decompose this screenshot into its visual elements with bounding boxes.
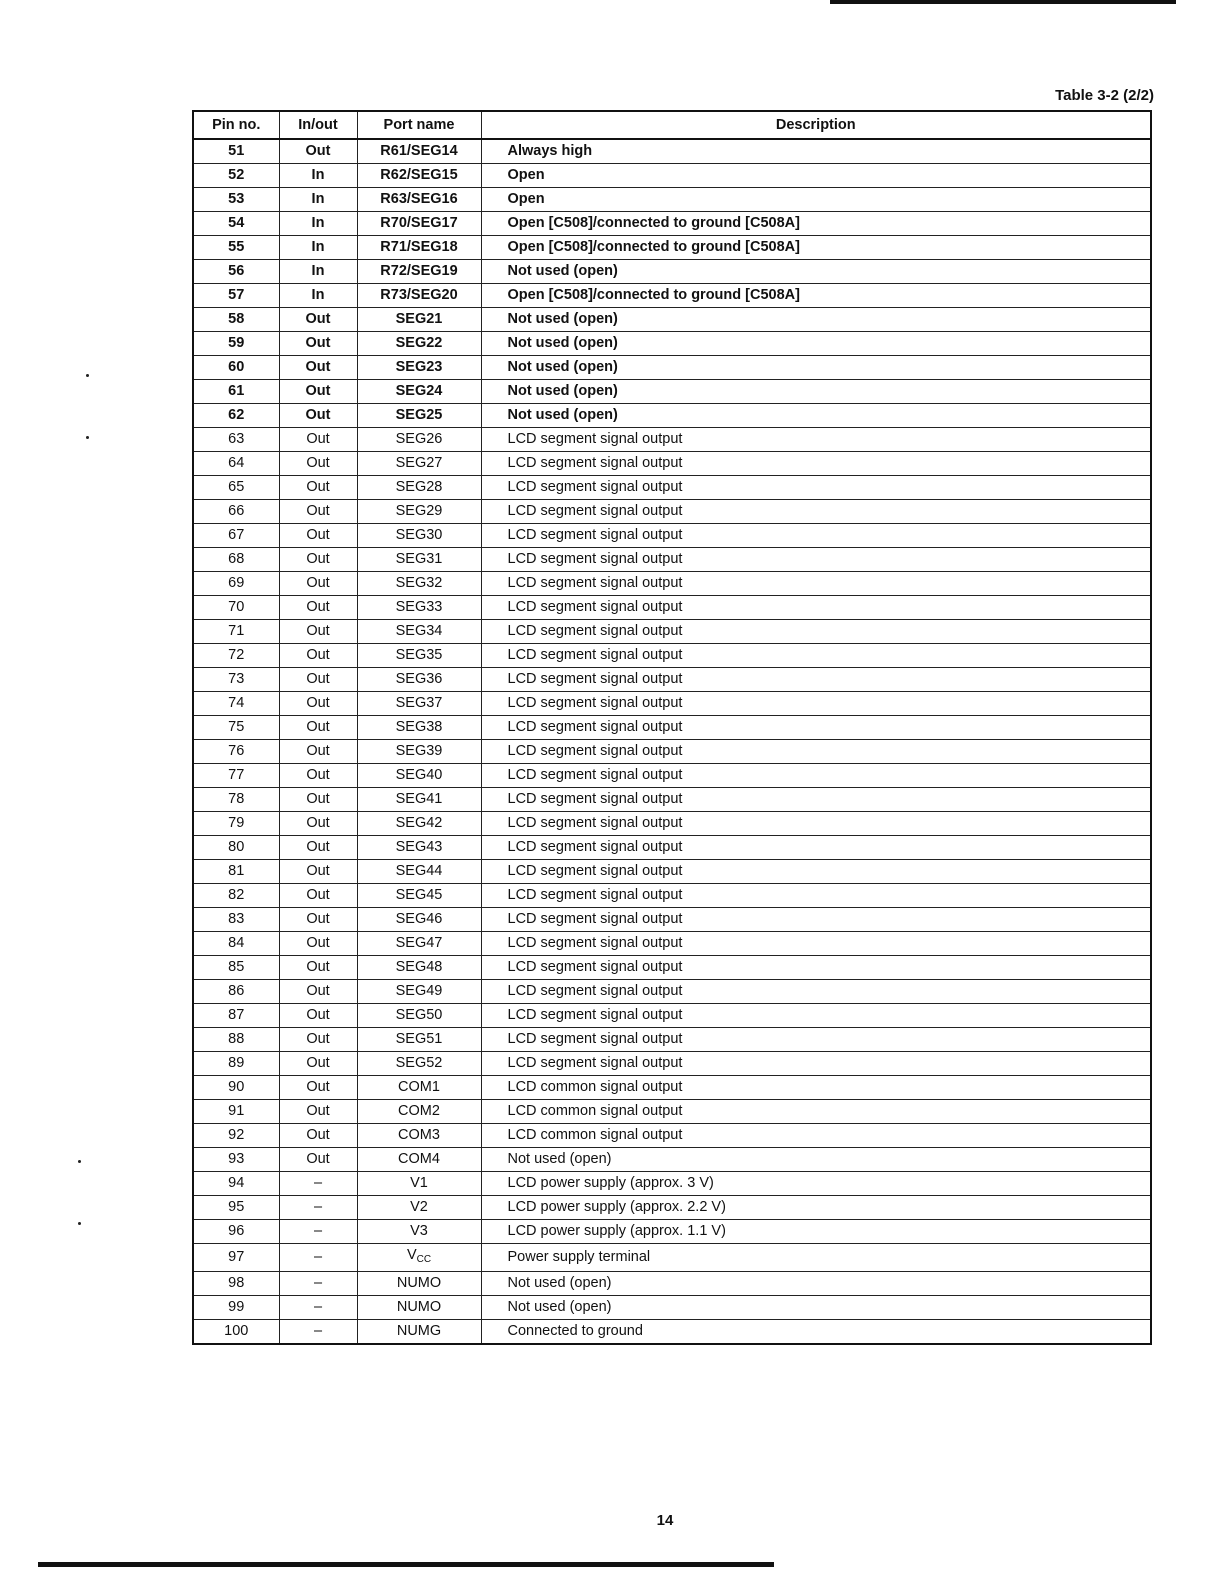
- in-out-cell: Out: [279, 644, 357, 668]
- pin-number-cell: 67: [193, 524, 279, 548]
- pin-number-cell: 57: [193, 284, 279, 308]
- port-name-cell: NUMG: [357, 1320, 481, 1345]
- in-out-cell: Out: [279, 1004, 357, 1028]
- description-cell: LCD segment signal output: [481, 692, 1151, 716]
- pin-number-cell: 93: [193, 1148, 279, 1172]
- pin-number-cell: 52: [193, 164, 279, 188]
- port-name-cell: V1: [357, 1172, 481, 1196]
- in-out-cell: Out: [279, 308, 357, 332]
- table-row: [193, 524, 1151, 548]
- in-out-cell: –: [279, 1196, 357, 1220]
- in-out-cell: Out: [279, 908, 357, 932]
- port-name-cell: SEG44: [357, 860, 481, 884]
- port-name-cell: SEG35: [357, 644, 481, 668]
- port-name-cell: SEG30: [357, 524, 481, 548]
- in-out-cell: –: [279, 1296, 357, 1320]
- description-cell: Not used (open): [481, 356, 1151, 380]
- port-name-cell: SEG32: [357, 572, 481, 596]
- description-cell: LCD segment signal output: [481, 428, 1151, 452]
- in-out-cell: Out: [279, 572, 357, 596]
- description-cell: LCD segment signal output: [481, 836, 1151, 860]
- port-name-cell: SEG41: [357, 788, 481, 812]
- pin-number-cell: 96: [193, 1220, 279, 1244]
- table-row: [193, 860, 1151, 884]
- in-out-cell: Out: [279, 836, 357, 860]
- description-cell: LCD common signal output: [481, 1100, 1151, 1124]
- table-row: [193, 1124, 1151, 1148]
- table-row: [193, 236, 1151, 260]
- port-name-cell: SEG52: [357, 1052, 481, 1076]
- in-out-cell: In: [279, 212, 357, 236]
- port-name-cell: COM3: [357, 1124, 481, 1148]
- in-out-cell: Out: [279, 620, 357, 644]
- table-row: [193, 620, 1151, 644]
- header-port-name: Port name: [357, 111, 481, 139]
- description-cell: LCD segment signal output: [481, 548, 1151, 572]
- port-name-cell: SEG39: [357, 740, 481, 764]
- table-row: [193, 908, 1151, 932]
- pin-number-cell: 77: [193, 764, 279, 788]
- pin-number-cell: 100: [193, 1320, 279, 1345]
- table-row: [193, 596, 1151, 620]
- description-cell: Not used (open): [481, 1148, 1151, 1172]
- table-row: [193, 500, 1151, 524]
- port-name-cell: R72/SEG19: [357, 260, 481, 284]
- pin-number-cell: 92: [193, 1124, 279, 1148]
- pin-number-cell: 95: [193, 1196, 279, 1220]
- header-description: Description: [481, 111, 1151, 139]
- in-out-cell: –: [279, 1272, 357, 1296]
- in-out-cell: Out: [279, 524, 357, 548]
- pin-number-cell: 88: [193, 1028, 279, 1052]
- in-out-cell: Out: [279, 428, 357, 452]
- top-rule: [830, 0, 1176, 4]
- description-cell: Open: [481, 164, 1151, 188]
- pin-number-cell: 85: [193, 956, 279, 980]
- description-cell: LCD segment signal output: [481, 884, 1151, 908]
- in-out-cell: Out: [279, 1052, 357, 1076]
- description-cell: Open: [481, 188, 1151, 212]
- port-name-cell: R62/SEG15: [357, 164, 481, 188]
- table-row: [193, 788, 1151, 812]
- port-name-cell: SEG22: [357, 332, 481, 356]
- table-row: [193, 1244, 1151, 1272]
- port-name-cell: SEG40: [357, 764, 481, 788]
- table-row: [193, 668, 1151, 692]
- port-name-cell: NUMO: [357, 1272, 481, 1296]
- pin-number-cell: 72: [193, 644, 279, 668]
- pin-number-cell: 61: [193, 380, 279, 404]
- port-name-cell: SEG37: [357, 692, 481, 716]
- in-out-cell: Out: [279, 548, 357, 572]
- in-out-cell: Out: [279, 476, 357, 500]
- in-out-cell: In: [279, 164, 357, 188]
- port-name-cell: COM2: [357, 1100, 481, 1124]
- port-name-cell: SEG47: [357, 932, 481, 956]
- port-name-cell: SEG45: [357, 884, 481, 908]
- description-cell: LCD power supply (approx. 3 V): [481, 1172, 1151, 1196]
- table-row: [193, 139, 1151, 164]
- in-out-cell: –: [279, 1244, 357, 1272]
- in-out-cell: Out: [279, 956, 357, 980]
- in-out-cell: Out: [279, 596, 357, 620]
- pin-number-cell: 90: [193, 1076, 279, 1100]
- bottom-rule: [38, 1562, 774, 1567]
- in-out-cell: Out: [279, 980, 357, 1004]
- pin-number-cell: 74: [193, 692, 279, 716]
- description-cell: LCD segment signal output: [481, 1028, 1151, 1052]
- pin-number-cell: 59: [193, 332, 279, 356]
- in-out-cell: In: [279, 260, 357, 284]
- table-row: [193, 308, 1151, 332]
- description-cell: LCD segment signal output: [481, 500, 1151, 524]
- description-cell: LCD segment signal output: [481, 764, 1151, 788]
- table-row: [193, 428, 1151, 452]
- description-cell: LCD power supply (approx. 2.2 V): [481, 1196, 1151, 1220]
- port-name-cell: SEG50: [357, 1004, 481, 1028]
- table-row: [193, 188, 1151, 212]
- header-in-out: In/out: [279, 111, 357, 139]
- description-cell: Not used (open): [481, 332, 1151, 356]
- pin-number-cell: 68: [193, 548, 279, 572]
- table-row: [193, 932, 1151, 956]
- description-cell: Not used (open): [481, 1296, 1151, 1320]
- port-name-cell: NUMO: [357, 1296, 481, 1320]
- port-name-cell: SEG21: [357, 308, 481, 332]
- table-row: [193, 692, 1151, 716]
- pin-number-cell: 73: [193, 668, 279, 692]
- in-out-cell: Out: [279, 764, 357, 788]
- description-cell: Not used (open): [481, 404, 1151, 428]
- pin-number-cell: 97: [193, 1244, 279, 1272]
- description-cell: LCD segment signal output: [481, 788, 1151, 812]
- port-name-cell: R61/SEG14: [357, 139, 481, 164]
- pin-number-cell: 62: [193, 404, 279, 428]
- in-out-cell: Out: [279, 356, 357, 380]
- description-cell: LCD segment signal output: [481, 932, 1151, 956]
- pin-number-cell: 91: [193, 1100, 279, 1124]
- description-cell: Not used (open): [481, 380, 1151, 404]
- description-cell: LCD segment signal output: [481, 452, 1151, 476]
- in-out-cell: In: [279, 188, 357, 212]
- in-out-cell: Out: [279, 1076, 357, 1100]
- pin-number-cell: 54: [193, 212, 279, 236]
- pin-number-cell: 64: [193, 452, 279, 476]
- port-name-cell: SEG29: [357, 500, 481, 524]
- in-out-cell: –: [279, 1172, 357, 1196]
- pin-number-cell: 86: [193, 980, 279, 1004]
- table-row: [193, 884, 1151, 908]
- pin-number-cell: 81: [193, 860, 279, 884]
- port-name-cell: V3: [357, 1220, 481, 1244]
- header-row: [193, 111, 1151, 139]
- table-row: [193, 572, 1151, 596]
- description-cell: LCD segment signal output: [481, 1004, 1151, 1028]
- table-row: [193, 404, 1151, 428]
- description-cell: Connected to ground: [481, 1320, 1151, 1345]
- table-row: [193, 284, 1151, 308]
- pin-number-cell: 99: [193, 1296, 279, 1320]
- pin-number-cell: 89: [193, 1052, 279, 1076]
- table-row: [193, 260, 1151, 284]
- port-name-cell: SEG31: [357, 548, 481, 572]
- in-out-cell: Out: [279, 332, 357, 356]
- port-name-cell: SEG49: [357, 980, 481, 1004]
- table-body: [193, 139, 1151, 1344]
- description-cell: LCD common signal output: [481, 1076, 1151, 1100]
- description-cell: LCD segment signal output: [481, 716, 1151, 740]
- port-name-cell: R73/SEG20: [357, 284, 481, 308]
- in-out-cell: Out: [279, 1148, 357, 1172]
- table-row: [193, 980, 1151, 1004]
- table-row: [193, 1172, 1151, 1196]
- table-row: [193, 164, 1151, 188]
- description-cell: Power supply terminal: [481, 1244, 1151, 1272]
- table-row: [193, 812, 1151, 836]
- in-out-cell: In: [279, 236, 357, 260]
- port-name-cell: COM1: [357, 1076, 481, 1100]
- description-cell: LCD segment signal output: [481, 860, 1151, 884]
- port-name-cell: R71/SEG18: [357, 236, 481, 260]
- in-out-cell: Out: [279, 740, 357, 764]
- in-out-cell: Out: [279, 500, 357, 524]
- pin-number-cell: 56: [193, 260, 279, 284]
- pin-number-cell: 53: [193, 188, 279, 212]
- pin-number-cell: 84: [193, 932, 279, 956]
- pin-number-cell: 70: [193, 596, 279, 620]
- table-row: [193, 836, 1151, 860]
- port-name-cell: R70/SEG17: [357, 212, 481, 236]
- in-out-cell: Out: [279, 932, 357, 956]
- pin-number-cell: 78: [193, 788, 279, 812]
- scan-speck: [86, 436, 89, 439]
- pin-number-cell: 58: [193, 308, 279, 332]
- in-out-cell: Out: [279, 788, 357, 812]
- description-cell: Always high: [481, 139, 1151, 164]
- port-name-cell: SEG33: [357, 596, 481, 620]
- description-cell: Open [C508]/connected to ground [C508A]: [481, 236, 1151, 260]
- pin-number-cell: 55: [193, 236, 279, 260]
- port-name-cell: SEG51: [357, 1028, 481, 1052]
- table-row: [193, 212, 1151, 236]
- port-name-cell: SEG28: [357, 476, 481, 500]
- description-cell: Not used (open): [481, 308, 1151, 332]
- description-cell: LCD segment signal output: [481, 668, 1151, 692]
- scan-speck: [78, 1160, 81, 1163]
- port-name-cell: SEG48: [357, 956, 481, 980]
- description-cell: LCD segment signal output: [481, 620, 1151, 644]
- description-cell: LCD segment signal output: [481, 1052, 1151, 1076]
- table-row: [193, 380, 1151, 404]
- description-cell: LCD segment signal output: [481, 572, 1151, 596]
- pin-number-cell: 83: [193, 908, 279, 932]
- pin-number-cell: 82: [193, 884, 279, 908]
- description-cell: LCD segment signal output: [481, 740, 1151, 764]
- port-name-cell: SEG24: [357, 380, 481, 404]
- port-name-cell: SEG25: [357, 404, 481, 428]
- table-row: [193, 332, 1151, 356]
- pin-number-cell: 94: [193, 1172, 279, 1196]
- description-cell: LCD segment signal output: [481, 644, 1151, 668]
- in-out-cell: Out: [279, 884, 357, 908]
- table-header: [193, 111, 1151, 139]
- port-name-cell: SEG27: [357, 452, 481, 476]
- table-row: [193, 1220, 1151, 1244]
- port-name-cell: SEG43: [357, 836, 481, 860]
- description-cell: LCD common signal output: [481, 1124, 1151, 1148]
- in-out-cell: Out: [279, 404, 357, 428]
- in-out-cell: Out: [279, 812, 357, 836]
- description-cell: Open [C508]/connected to ground [C508A]: [481, 284, 1151, 308]
- pin-number-cell: 65: [193, 476, 279, 500]
- description-cell: LCD segment signal output: [481, 476, 1151, 500]
- table-row: [193, 644, 1151, 668]
- description-cell: Not used (open): [481, 1272, 1151, 1296]
- description-cell: LCD power supply (approx. 1.1 V): [481, 1220, 1151, 1244]
- description-cell: LCD segment signal output: [481, 908, 1151, 932]
- pin-table: [192, 110, 1152, 1345]
- table-row: [193, 1148, 1151, 1172]
- in-out-cell: Out: [279, 716, 357, 740]
- table-row: [193, 1196, 1151, 1220]
- pin-number-cell: 69: [193, 572, 279, 596]
- pin-number-cell: 51: [193, 139, 279, 164]
- in-out-cell: Out: [279, 668, 357, 692]
- port-name-cell: SEG36: [357, 668, 481, 692]
- table-row: [193, 476, 1151, 500]
- port-name-cell: SEG38: [357, 716, 481, 740]
- in-out-cell: Out: [279, 1028, 357, 1052]
- port-name-cell: SEG42: [357, 812, 481, 836]
- table-row: [193, 1296, 1151, 1320]
- port-name-cell: SEG23: [357, 356, 481, 380]
- pin-number-cell: 66: [193, 500, 279, 524]
- port-name-cell: COM4: [357, 1148, 481, 1172]
- table-row: [193, 716, 1151, 740]
- pin-number-cell: 79: [193, 812, 279, 836]
- description-cell: LCD segment signal output: [481, 524, 1151, 548]
- port-name-cell: R63/SEG16: [357, 188, 481, 212]
- port-name-cell: SEG46: [357, 908, 481, 932]
- table-row: [193, 1076, 1151, 1100]
- port-name-cell: SEG26: [357, 428, 481, 452]
- page-number: 14: [656, 1512, 674, 1529]
- port-name-cell: SEG34: [357, 620, 481, 644]
- table-row: [193, 1100, 1151, 1124]
- table-row: [193, 1052, 1151, 1076]
- in-out-cell: –: [279, 1320, 357, 1345]
- table-caption: Table 3-2 (2/2): [1055, 87, 1154, 104]
- table-row: [193, 1272, 1151, 1296]
- description-cell: LCD segment signal output: [481, 956, 1151, 980]
- pin-number-cell: 63: [193, 428, 279, 452]
- table-row: [193, 356, 1151, 380]
- table-row: [193, 764, 1151, 788]
- table-row: [193, 1028, 1151, 1052]
- pin-number-cell: 60: [193, 356, 279, 380]
- in-out-cell: –: [279, 1220, 357, 1244]
- description-cell: LCD segment signal output: [481, 596, 1151, 620]
- description-cell: LCD segment signal output: [481, 812, 1151, 836]
- description-cell: LCD segment signal output: [481, 980, 1151, 1004]
- in-out-cell: Out: [279, 692, 357, 716]
- in-out-cell: Out: [279, 380, 357, 404]
- header-pin-no: Pin no.: [193, 111, 279, 139]
- port-name-cell: $V_{CC}$: [357, 1244, 481, 1272]
- pin-number-cell: 76: [193, 740, 279, 764]
- scan-speck: [86, 374, 89, 377]
- in-out-cell: Out: [279, 1100, 357, 1124]
- in-out-cell: In: [279, 284, 357, 308]
- in-out-cell: Out: [279, 452, 357, 476]
- scan-speck: [78, 1222, 81, 1225]
- table-row: [193, 1320, 1151, 1345]
- in-out-cell: Out: [279, 139, 357, 164]
- pin-number-cell: 71: [193, 620, 279, 644]
- pin-number-cell: 75: [193, 716, 279, 740]
- in-out-cell: Out: [279, 1124, 357, 1148]
- pin-number-cell: 98: [193, 1272, 279, 1296]
- in-out-cell: Out: [279, 860, 357, 884]
- pin-number-cell: 80: [193, 836, 279, 860]
- pin-number-cell: 87: [193, 1004, 279, 1028]
- description-cell: Open [C508]/connected to ground [C508A]: [481, 212, 1151, 236]
- description-cell: Not used (open): [481, 260, 1151, 284]
- table-row: [193, 1004, 1151, 1028]
- table-row: [193, 956, 1151, 980]
- table-row: [193, 452, 1151, 476]
- table-row: [193, 548, 1151, 572]
- table-row: [193, 740, 1151, 764]
- port-name-cell: V2: [357, 1196, 481, 1220]
